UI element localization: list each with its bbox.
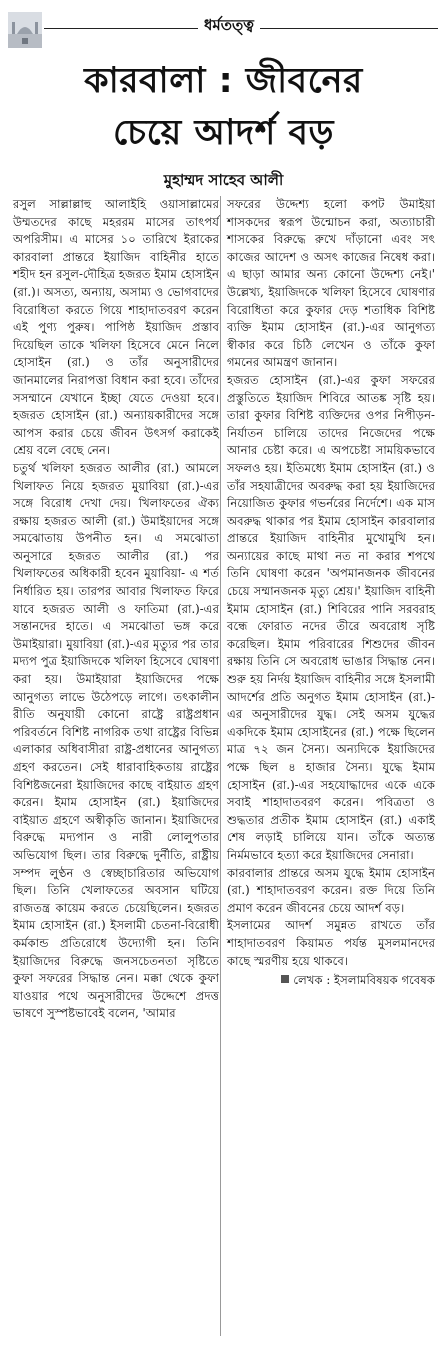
paragraph: ইসলামের আদর্শ সমুন্নত রাখতে তাঁর শাহাদাতবরণ কিয়ামত পর্যন্ত মুসলমানদের কাছে স্মরণীয় হয়ে থাকবে। bbox=[227, 918, 435, 968]
article-title-line1: কারবালা : জীবনের bbox=[84, 61, 363, 101]
article-title-line2: চেয়ে আদর্শ বড় bbox=[112, 113, 335, 153]
article-author: মুহাম্মদ সাহেব আলী bbox=[163, 171, 284, 189]
square-bullet-icon bbox=[281, 975, 289, 983]
column-divider bbox=[220, 196, 221, 1336]
article-column-right bbox=[227, 196, 435, 990]
paragraph: সফরের উদ্দেশ্য হলো কপট উমাইয়া শাসকদের স্বরূপ উন্মোচন করা, অত্যাচারী শাসকের বিরুদ্ধে রুখে দাঁড়ানো এবং সৎ কাজের আদেশ ও অসৎ কাজের নিষেধ করা। এ ছাড়া আমার অন্য কোনো উদ্দেশ্য নেই।' উল্লেখ্য, ইয়াজিদকে খলিফা হিসেবে ঘোষণার বিরোধিতা করে কুফার দেড় শতাধিক বিশিষ্ট ব্যক্তি ইমাম হোসাইন (রা.)-এর আনুগত্য স্বীকার করে চিঠি লেখেন ও তাঁকে কুফা গমনের আমন্ত্রণ জানান। bbox=[227, 197, 435, 370]
byline bbox=[227, 972, 435, 990]
mosque-photo-icon bbox=[8, 12, 42, 48]
section-header bbox=[8, 12, 438, 48]
paragraph: চতুর্থ খলিফা হজরত আলীর (রা.) আমলে খিলাফত নিয়ে হজরত মুয়াবিয়া (রা.)-এর সঙ্গে বিরোধ দেখা দেয়। খিলাফতের ঐক্য রক্ষায় হজরত আলী (রা.) উমাইয়াদের সঙ্গে সমঝোতায় উপনীত হন। এ সমঝোতা অনুসারে হজরত আলীর (রা.) পর খিলাফতের অধিকারী হবেন মুয়াবিয়া- এ শর্ত নির্ধারিত হয়। তারপর আবার খিলাফত ফিরে যাবে হজরত আলী ও ফাতিমা (রা.)-এর সন্তানদের হাতে। এ সমঝোতা ভঙ্গ করে উমাইয়ারা। মুয়াবিয়া (রা.)-এর মৃত্যুর পর তার মদ্যপ পুত্র ইয়াজিদকে খলিফা হিসেবে ঘোষণা করা হয়। উমাইয়ারা ইয়াজিদের পক্ষে আনুগত্য লাভে উঠেপড়ে লাগে। তৎকালীন রীতি অনুযায়ী কোনো রাষ্ট্রে রাষ্ট্রপ্রধান পরিবর্তনে বিশিষ্ট নাগরিক তথা রাষ্ট্রের বিভিন্ন এলাকার অধিবাসীরা রাষ্ট্র-প্রধানের আনুগত্য গ্রহণ করতেন। সেই ধারাবাহিকতায় রাষ্ট্রের বিশিষ্টজনেরা ইয়াজিদের কাছে বাইয়াত গ্রহণ করেন। ইমাম হোসাইন (রা.) ইয়াজিদের বাইয়াত গ্রহণে অস্বীকৃতি জানান। ইয়াজিদের বিরুদ্ধে মদ্যপান ও নারী লোলুপতার অভিযোগ ছিল। তার বিরুদ্ধে দুর্নীতি, রাষ্ট্রীয় সম্পদ লুণ্ঠন ও স্বেচ্ছাচারিতার অভিযোগ ছিল। তিনি খেলাফতের অবসান ঘটিয়ে রাজতন্ত্র কায়েম করতে চেয়েছিলেন। হজরত ইমাম হোসাইন (রা.) ইসলামী চেতনা-বিরোধী কর্মকান্ড প্রতিরোধে উদ্যোগী হন। তিনি ইয়াজিদের বিরুদ্ধে জনসচেতনতা সৃষ্টিতে কুফা সফরের সিদ্ধান্ত নেন। মক্কা থেকে কুফা যাওয়ার পথে অনুসারীদের উদ্দেশে প্রদত্ত ভাষণে সুস্পষ্টভাবেই বলেন, 'আমার bbox=[13, 460, 219, 1021]
section-label: ধর্মতত্ত্ব bbox=[198, 14, 260, 39]
paragraph: কারবালার প্রান্তরে অসম যুদ্ধে ইমাম হোসাইন (রা.) শাহাদাতবরণ করেন। রক্ত দিয়ে তিনি প্রমাণ করেন জীবনের চেয়ে আদর্শ বড়। bbox=[227, 865, 435, 915]
paragraph: রসুল সাল্লাল্লাহু আলাইহি ওয়াসাল্লামের উম্মতদের কাছে মহররম মাসের তাৎপর্য অপরিসীম। এ মাসের ১০ তারিখে ইরাকের কারবালা প্রান্তরে ইয়াজিদ বাহিনীর হাতে শহীদ হন রসুল-দৌহিত্র হজরত ইমাম হোসাইন (রা.)। অসত্য, অন্যায়, অসাম্য ও ভোগবাদের বিরোধিতা করতে গিয়ে শাহাদাতবরণ করেন এই পুণ্য পুরুষ। পাপিষ্ঠ ইয়াজিদ প্রস্তাব দিয়েছিল তাকে খলিফা হিসেবে মেনে নিলে হোসাইন (রা.) ও তাঁর অনুসারীদের জানমালের নিরাপত্তা বিধান করা হবে। তাঁদের সসম্মানে যেখানে ইচ্ছা যেতে দেওয়া হবে। হজরত হোসাইন (রা.) অন্যায়কারীদের সঙ্গে আপস করার চেয়ে জীবন উৎসর্গ করাকেই শ্রেয় বলে বেছে নেন। bbox=[13, 197, 220, 458]
paragraph: হজরত হোসাইন (রা.)-এর কুফা সফরের প্রস্তুতিতে ইয়াজিদ শিবিরে আতঙ্ক সৃষ্টি হয়। তারা কুফার বিশিষ্ট ব্যক্তিদের ওপর নিপীড়ন-নির্যাতন চালিয়ে তাদের নিজেদের পক্ষে আনার চেষ্টা করে। এ অপচেষ্টা সাময়িকভাবে সফলও হয়। ইতিমধ্যে ইমাম হোসাইন (রা.) ও তাঁর সহযাত্রীদের অবরুদ্ধ করা হয় ইয়াজিদের নিয়োজিত কুফার গভর্নরের নির্দেশে। এক মাস অবরুদ্ধ থাকার পর ইমাম হোসাইন কারবালার প্রান্তরে ইয়াজিদ বাহিনীর মুখোমুখি হন। অন্যায়ের কাছে মাথা নত না করার শপথে তিনি ঘোষণা করেন 'অপমানজনক জীবনের চেয়ে সম্মানজনক মৃত্যু শ্রেয়।' ইয়াজিদ বাহিনী ইমাম হোসাইন (রা.) শিবিরের পানি সরবরাহ বন্ধে ফোরাত নদের তীরে অবরোধ সৃষ্টি করেছিল। ইমাম পরিবারের শিশুদের জীবন রক্ষায় তিনি সে অবরোধ ভাঙার সিদ্ধান্ত নেন। শুরু হয় নির্দয় ইয়াজিদ বাহিনীর সঙ্গে ইসলামী আদর্শের প্রতি অনুগত ইমাম হোসাইন (রা.)-এর অনুসারীদের যুদ্ধ। সেই অসম যুদ্ধের একদিকে ইমাম হোসাইনের (রা.) পক্ষে ছিলেন মাত্র ৭২ জন সৈন্য। অন্যদিকে ইয়াজিদের পক্ষে ছিল ৪ হাজার সৈন্য। যুদ্ধে ইমাম হোসাইন (রা.)-এর সহযোদ্ধাদের একে একে সবাই শাহাদাতবরণ করেন। পবিত্রতা ও শুদ্ধতার প্রতীক ইমাম হোসাইন (রা.) একাই শেষ লড়াই চালিয়ে যান। তাঁকে অত্যন্ত নির্মমভাবে হত্যা করে ইয়াজিদের সেনারা। bbox=[227, 372, 435, 862]
byline-text: লেখক : ইসলামবিষয়ক গবেষক bbox=[293, 973, 435, 988]
article-column-left bbox=[13, 196, 219, 1023]
